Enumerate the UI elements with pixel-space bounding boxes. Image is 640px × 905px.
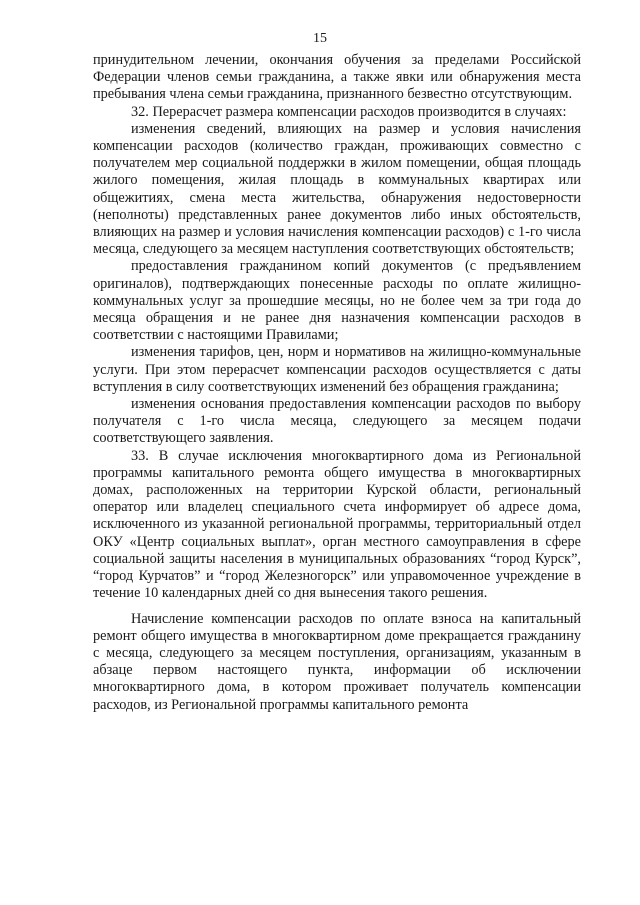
paragraph-item-32: 32. Перерасчет размера компенсации расходов производится в случаях:: [131, 103, 567, 120]
paragraph-continuation: принудительном лечении, окончания обучения за пределами Российской Федерации членов семьи гражданина, а также явки или обнаружения места пребывания члена семьи гражданина, признанного безвестно отсутствующим.: [93, 52, 581, 103]
paragraph-case-tariffs: изменения тарифов, цен, норм и нормативов на жилищно-коммунальные услуги. При этом перерасчет компенсации расходов осуществляется с даты вступления в силу соответствующих изменений без обращения гражданина;: [93, 344, 581, 395]
paragraph-item-33: 33. В случае исключения многоквартирного дома из Региональной программы капитального ремонта общего имущества в многоквартирных домах, расположенных на территории Курской области, региональный оператор или владелец специального счета информирует об адресе дома, исключенного из указанной региональной программы, территориальный отдел ОКУ «Центр социальных выплат», орган местного самоуправления в сфере социальной защиты населения в муниципальных образованиях “город Курск”, “город Курчатов” и “город Железногорск” или управомоченное учреждение в течение 10 календарных дней со дня вынесения такого решения.: [93, 447, 581, 602]
paragraph-case-info-change: изменения сведений, влияющих на размер и условия начисления компенсации расходов (количество граждан, проживающих совместно с получателем мер социальной поддержки в жилом помещении, общая площадь жилого помещения, жилая площадь в коммунальных квартирах или общежитиях, смена места жительства, обнаружения недостоверности (неполноты) представленных ранее документов либо иных обстоятельств, влияющих на размер и условия начисления компенсации расходов) с 1-го числа месяца, следующего за месяцем наступления соответствующих обстоятельств;: [93, 120, 581, 258]
document-body: [93, 52, 581, 714]
paragraph-accrual-termination: Начисление компенсации расходов по оплате взноса на капитальный ремонт общего имущества в многоквартирном доме прекращается гражданину с месяца, следующего за месяцем поступления, организациям, указанным в абзаце первом настоящего пункта, информации об исключении многоквартирного дома, в котором проживает получатель компенсации расходов, из Региональной программы капитального ремонта: [93, 610, 581, 713]
paragraph-case-documents: предоставления гражданином копий документов (с предъявлением оригиналов), подтверждающих понесенные расходы по оплате жилищно-коммунальных услуг за прошедшие месяцы, но не более чем за три года до месяца обращения и не ранее дня назначения компенсации расходов в соответствии с настоящими Правилами;: [93, 258, 581, 344]
paragraph-case-basis-change: изменения основания предоставления компенсации расходов по выбору получателя с 1-го числа месяца, следующего за месяцем подачи соответствующего заявления.: [93, 396, 581, 447]
page-number: 15: [313, 31, 327, 46]
